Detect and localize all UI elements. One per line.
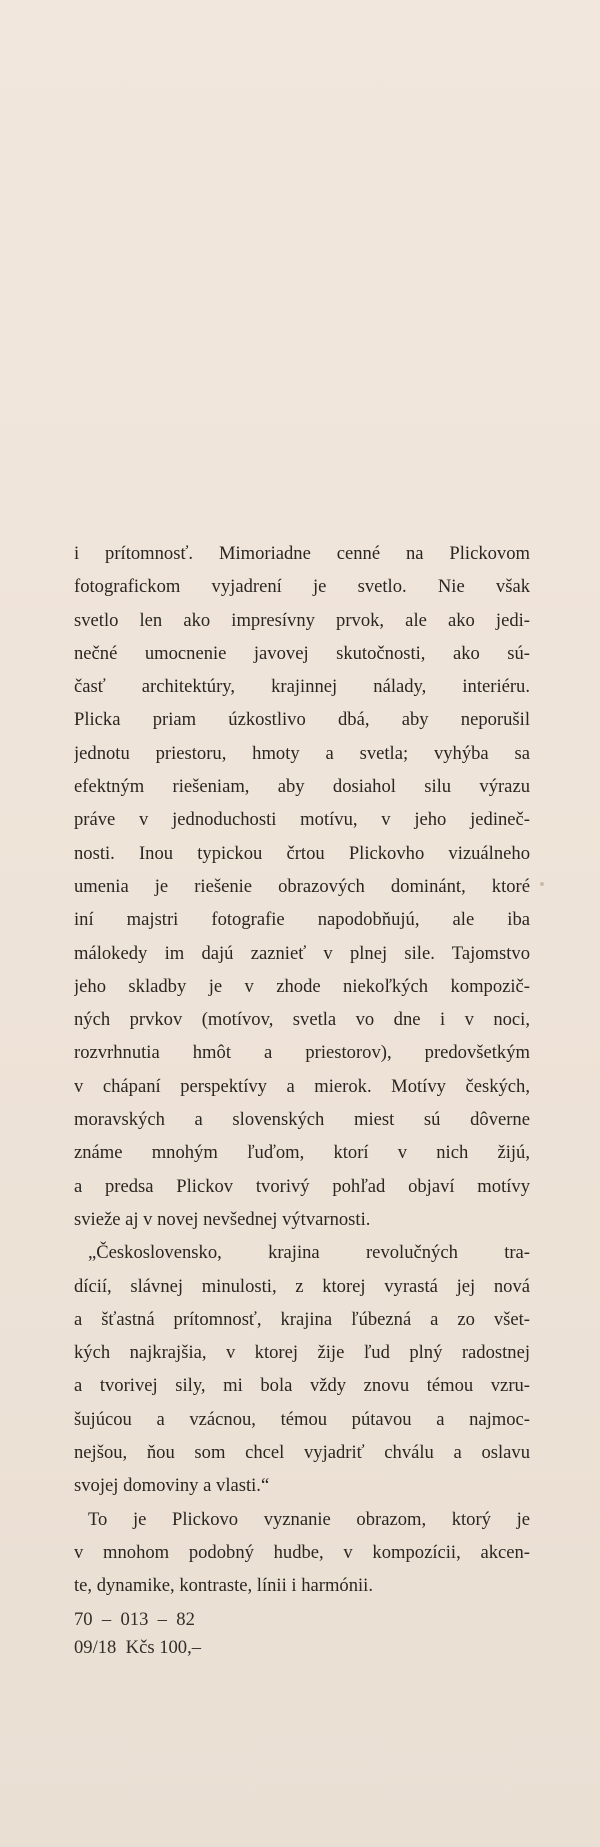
text-line: v mnohom podobný hudbe, v kompozícii, akcen- bbox=[74, 1541, 530, 1563]
text-line: moravských a slovenských miest sú dôverne bbox=[74, 1109, 530, 1131]
text-line: jednotu priestoru, hmoty a svetla; vyhýba sa bbox=[74, 742, 530, 764]
text-line: iní majstri fotografie napodobňujú, ale iba bbox=[74, 909, 530, 931]
price-line: 09/18 Kčs 100,– bbox=[74, 1637, 202, 1658]
text-line: efektným riešeniam, aby dosiahol silu výrazu bbox=[74, 776, 530, 798]
text-line: známe mnohým ľuďom, ktorí v nich žijú, bbox=[74, 1142, 530, 1164]
text-line: dícií, slávnej minulosti, z ktorej vyrastá jej nová bbox=[74, 1275, 530, 1297]
text-line: rozvrhnutia hmôt a priestorov), predovšetkým bbox=[74, 1042, 530, 1064]
text-line: te, dynamike, kontraste, línii i harmónii. bbox=[74, 1575, 373, 1597]
text-line: fotografickom vyjadrení je svetlo. Nie však bbox=[74, 576, 530, 598]
text-line: a predsa Plickov tvorivý pohľad objaví motívy bbox=[74, 1175, 530, 1197]
body-text bbox=[74, 537, 530, 1603]
text-line: i prítomnosť. Mimoriadne cenné na Plickovom bbox=[74, 543, 530, 564]
paragraph-1 bbox=[74, 537, 530, 1236]
text-line: a šťastná prítomnosť, krajina ľúbezná a zo všet- bbox=[74, 1308, 530, 1330]
text-line: málokedy im dajú zaznieť v plnej sile. Tajomstvo bbox=[74, 942, 530, 964]
paper-speck bbox=[540, 882, 544, 886]
text-line: nečné umocnenie javovej skutočnosti, ako sú- bbox=[74, 642, 530, 664]
catalog-number: 70 – 013 – 82 bbox=[74, 1609, 195, 1630]
text-line: svojej domoviny a vlasti.“ bbox=[74, 1475, 270, 1497]
text-line: šujúcou a vzácnou, témou pútavou a najmoc- bbox=[74, 1408, 530, 1430]
text-line: v chápaní perspektívy a mierok. Motívy českých, bbox=[74, 1075, 530, 1097]
text-line: To je Plickovo vyznanie obrazom, ktorý je bbox=[88, 1508, 530, 1530]
text-line: svetlo len ako impresívny prvok, ale ako jedi- bbox=[74, 609, 530, 631]
catalog-info bbox=[74, 1606, 201, 1662]
text-line: svieže aj v novej nevšednej výtvarnosti. bbox=[74, 1208, 371, 1230]
text-line: Plicka priam úzkostlivo dbá, aby neporušil bbox=[74, 709, 530, 731]
text-line: jeho skladby je v zhode niekoľkých kompozič- bbox=[74, 975, 530, 997]
text-line: a tvorivej sily, mi bola vždy znovu témou vzru- bbox=[74, 1375, 530, 1397]
text-line: umenia je riešenie obrazových dominánt, ktoré bbox=[74, 875, 530, 897]
text-line: ných prvkov (motívov, svetla vo dne i v noci, bbox=[74, 1009, 530, 1031]
text-line: „Československo, krajina revolučných tra- bbox=[88, 1242, 530, 1264]
text-line: nejšou, ňou som chcel vyjadriť chválu a oslavu bbox=[74, 1442, 530, 1464]
text-line: práve v jednoduchosti motívu, v jeho jedineč- bbox=[74, 809, 530, 831]
paragraph-3 bbox=[74, 1503, 530, 1603]
text-line: nosti. Inou typickou črtou Plickovho vizuálneho bbox=[74, 842, 530, 864]
text-line: časť architektúry, krajinnej nálady, interiéru. bbox=[74, 676, 530, 698]
paragraph-2-quote bbox=[74, 1236, 530, 1502]
text-line: kých najkrajšia, v ktorej žije ľud plný radostnej bbox=[74, 1342, 530, 1364]
